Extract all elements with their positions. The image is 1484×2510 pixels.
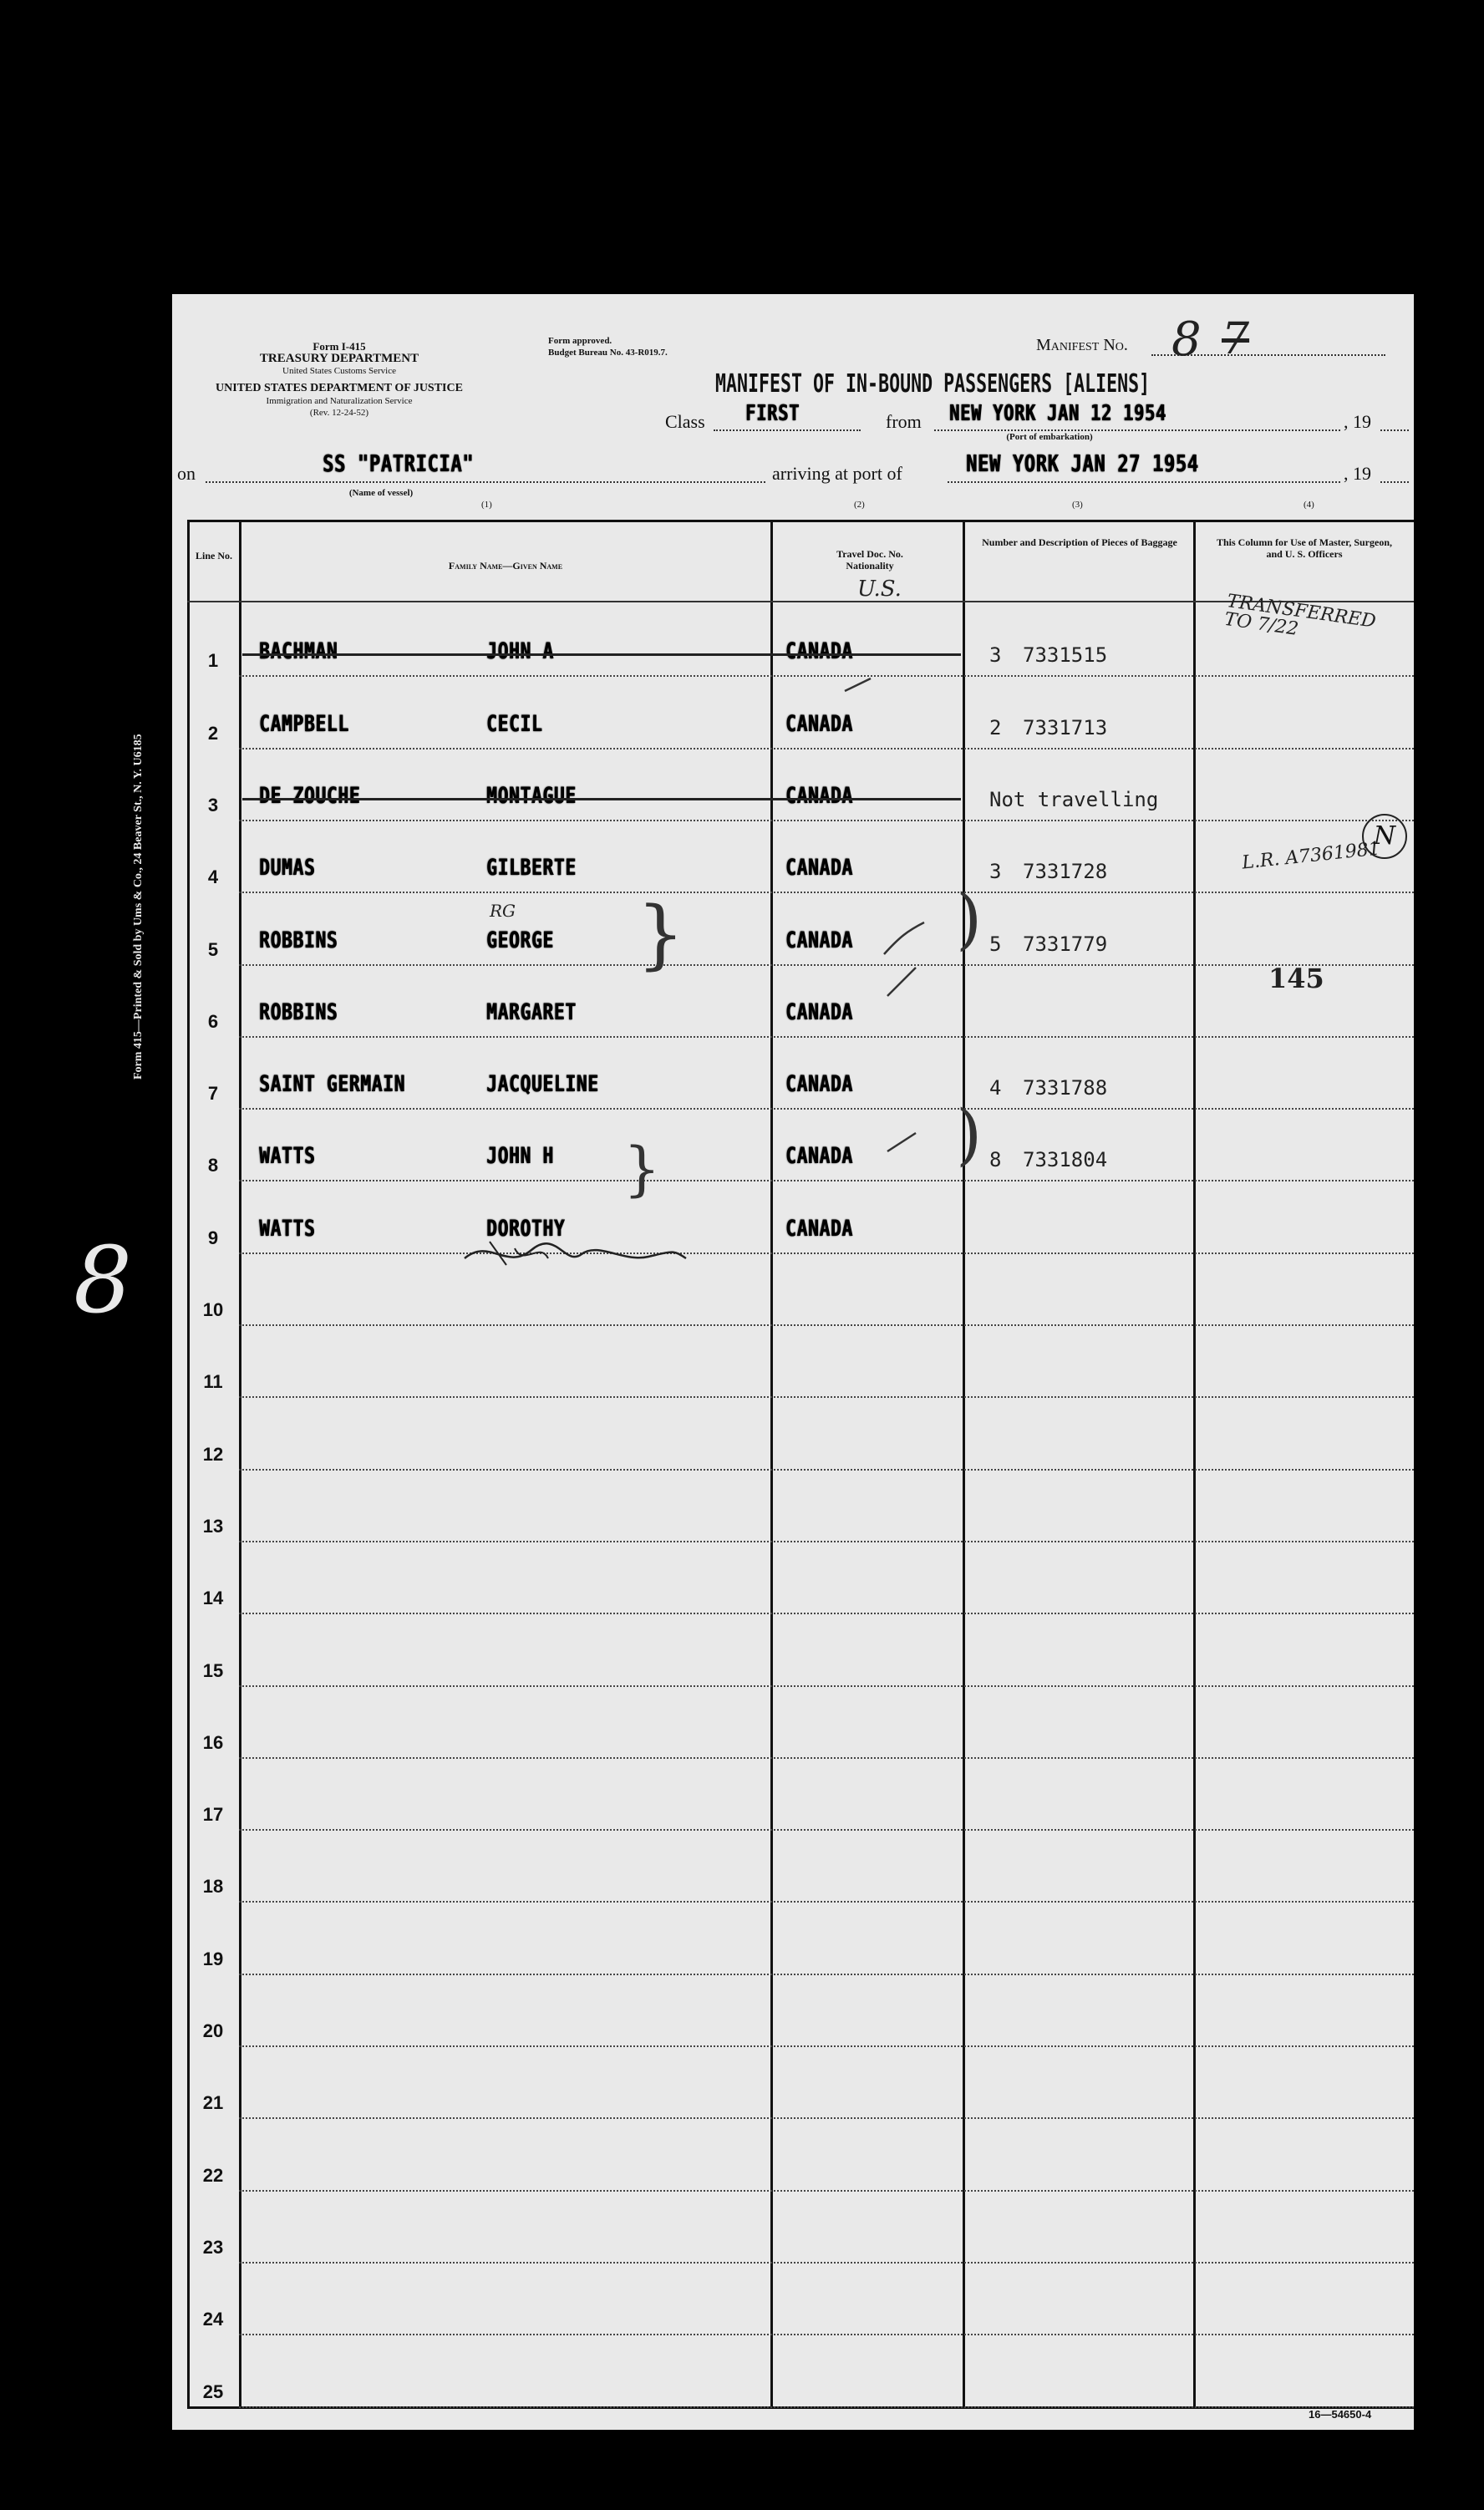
class-label: Class <box>665 411 705 432</box>
page-title: MANIFEST OF IN-BOUND PASSENGERS [ALIENS] <box>715 369 1151 399</box>
line-number: 14 <box>202 1588 224 1609</box>
family-name: DUMAS <box>259 855 316 882</box>
given-name: GEORGE <box>486 927 554 953</box>
baggage-count: 4 <box>989 1076 1002 1100</box>
baggage-brace: ) <box>956 880 983 958</box>
line-number: 2 <box>207 722 219 744</box>
nationality: CANADA <box>785 1215 853 1242</box>
given-name: DOROTHY <box>486 1215 566 1242</box>
baggage-id: 7331788 <box>1023 1076 1108 1100</box>
baggage-count: 3 <box>989 643 1002 668</box>
row-rule <box>239 2045 1414 2047</box>
row1-us-note: U.S. <box>857 577 902 602</box>
footer-code: 16—54650-4 <box>1309 2408 1372 2421</box>
from-label: from <box>886 411 922 432</box>
row-rule <box>239 2190 1414 2192</box>
row-rule <box>239 1829 1414 1831</box>
col-num-4: (4) <box>1304 500 1314 510</box>
baggage-count: 3 <box>989 860 1002 884</box>
given-name: MARGARET <box>486 998 577 1025</box>
line-number: 3 <box>207 794 219 815</box>
from-value: NEW YORK JAN 12 1954 <box>949 401 1166 426</box>
col-header-line-no: Line No. <box>195 550 232 561</box>
col-num-3: (3) <box>1072 500 1083 510</box>
line-number: 16 <box>202 1731 224 1753</box>
nationality: CANADA <box>785 782 853 809</box>
row5-given-correction: RG <box>490 901 516 921</box>
line-number: 9 <box>207 1227 219 1248</box>
family-brace: } <box>623 1135 661 1203</box>
ins: Immigration and Naturalization Service <box>266 396 413 406</box>
family-name: WATTS <box>259 1215 316 1242</box>
row-rule <box>239 2262 1414 2264</box>
line-number: 10 <box>202 1299 224 1320</box>
line-number: 23 <box>202 2236 224 2258</box>
vessel-name: SS "PATRICIA" <box>323 450 475 477</box>
port-embark-caption: (Port of embarkation) <box>1006 432 1093 442</box>
form-approved: Form approved. <box>548 336 612 346</box>
line-number: 17 <box>202 1804 224 1826</box>
baggage-count: 2 <box>989 715 1002 739</box>
treasury-dept: TREASURY DEPARTMENT <box>259 352 419 365</box>
manifest-no-label: Manifest No. <box>1036 336 1128 354</box>
line-number: 25 <box>202 2380 224 2402</box>
line-number: 6 <box>207 1010 219 1032</box>
form-number: Form I-415 <box>313 340 366 353</box>
row5-number-note: 145 <box>1268 963 1324 994</box>
customs-service: United States Customs Service <box>282 366 396 376</box>
line-number: 1 <box>207 650 219 672</box>
family-name: ROBBINS <box>259 998 338 1025</box>
line-number: 15 <box>202 1659 224 1681</box>
row-rule <box>239 1685 1414 1687</box>
arriving-value: NEW YORK JAN 27 1954 <box>966 450 1199 477</box>
family-name: CAMPBELL <box>259 710 349 737</box>
baggage-count: 5 <box>989 932 1002 956</box>
year-suffix-2: , 19 <box>1344 463 1371 484</box>
revision: (Rev. 12-24-52) <box>309 408 369 418</box>
nationality: CANADA <box>785 1143 853 1170</box>
row1-transfer-note: TRANSFERRED TO 7/22 <box>1222 591 1378 640</box>
line-number: 20 <box>202 2020 224 2041</box>
side-printer-text: Form 415—Printed & Sold by Ums & Co., 24 Beaver St., N. Y. U6185 <box>132 734 145 1080</box>
family-name: SAINT GERMAIN <box>259 1071 405 1098</box>
punch-hole <box>67 1362 104 1399</box>
baggage-id: 7331713 <box>1023 715 1108 739</box>
row-rule <box>239 1974 1414 1975</box>
line-number: 13 <box>202 1515 224 1537</box>
class-value: FIRST <box>745 401 800 426</box>
nationality: CANADA <box>785 998 853 1025</box>
row-rule <box>239 1469 1414 1471</box>
given-name: CECIL <box>486 710 543 737</box>
family-brace: } <box>637 891 685 978</box>
vessel-caption: (Name of vessel) <box>348 488 414 498</box>
family-name: DE ZOUCHE <box>259 782 361 809</box>
check-marks <box>172 294 1414 1297</box>
baggage-id: 7331728 <box>1023 860 1108 884</box>
margin-handwritten-8: 8 <box>74 1227 132 1334</box>
on-label: on <box>177 463 196 484</box>
punch-hole <box>92 349 129 386</box>
nationality: CANADA <box>785 638 853 665</box>
col-num-2: (2) <box>854 500 865 510</box>
manifest-number-crossed: 7 <box>1222 314 1250 364</box>
family-name: WATTS <box>259 1143 316 1170</box>
col-header-name: Family Name—Given Name <box>448 560 563 572</box>
row-rule <box>239 2117 1414 2119</box>
line-number: 22 <box>202 2164 224 2186</box>
given-name: JOHN H <box>486 1143 554 1170</box>
row-rule <box>239 2334 1414 2335</box>
line-number: 5 <box>207 938 219 960</box>
line-number: 12 <box>202 1443 224 1465</box>
baggage-id: 7331515 <box>1023 643 1108 668</box>
row-rule <box>239 1324 1414 1326</box>
circled-n-mark: N <box>1362 814 1407 859</box>
baggage-brace: ) <box>956 1095 983 1173</box>
baggage-id: 7331804 <box>1023 1148 1108 1172</box>
row4-lr-note: L.R. A7361981 <box>1241 838 1381 874</box>
nationality: CANADA <box>785 710 853 737</box>
arriving-label: arriving at port of <box>772 463 902 484</box>
col-num-1: (1) <box>481 500 492 510</box>
family-name: BACHMAN <box>259 638 338 665</box>
line-number: 8 <box>207 1155 219 1176</box>
nationality: CANADA <box>785 855 853 882</box>
doj: UNITED STATES DEPARTMENT OF JUSTICE <box>216 382 463 394</box>
punch-hole <box>75 476 112 513</box>
nationality: CANADA <box>785 1071 853 1098</box>
col-header-officers: This Column for Use of Master, Surgeon, and U. S. Officers <box>1216 536 1392 560</box>
budget-bureau: Budget Bureau No. 43-R019.7. <box>548 348 668 358</box>
col-header-baggage: Number and Description of Pieces of Baggage <box>982 536 1177 548</box>
baggage-count: 8 <box>989 1148 1002 1172</box>
row-rule <box>239 1901 1414 1903</box>
line-number: 19 <box>202 1948 224 1969</box>
row-rule <box>239 1541 1414 1542</box>
row-rule <box>239 1613 1414 1614</box>
family-name: ROBBINS <box>259 927 338 953</box>
year-suffix: , 19 <box>1344 411 1371 432</box>
given-name: GILBERTE <box>486 855 577 882</box>
line-number: 21 <box>202 2092 224 2114</box>
line-number: 7 <box>207 1083 219 1105</box>
row-rule <box>239 1757 1414 1759</box>
line-number: 18 <box>202 1876 224 1898</box>
row-rule <box>239 1396 1414 1398</box>
baggage-id: Not travelling <box>989 787 1159 811</box>
line-number: 11 <box>203 1371 223 1393</box>
given-name: JOHN A <box>486 638 554 665</box>
col-header-travel-doc: Travel Doc. No. Nationality <box>836 548 903 572</box>
given-name: MONTAGUE <box>486 782 577 809</box>
manifest-page <box>172 294 1414 2430</box>
manifest-number: 8 <box>1171 312 1202 367</box>
row-rule <box>239 2406 1414 2408</box>
nationality: CANADA <box>785 927 853 953</box>
line-number: 24 <box>202 2309 224 2330</box>
line-number: 4 <box>207 866 219 888</box>
given-name: JACQUELINE <box>486 1071 599 1098</box>
baggage-id: 7331779 <box>1023 932 1108 956</box>
